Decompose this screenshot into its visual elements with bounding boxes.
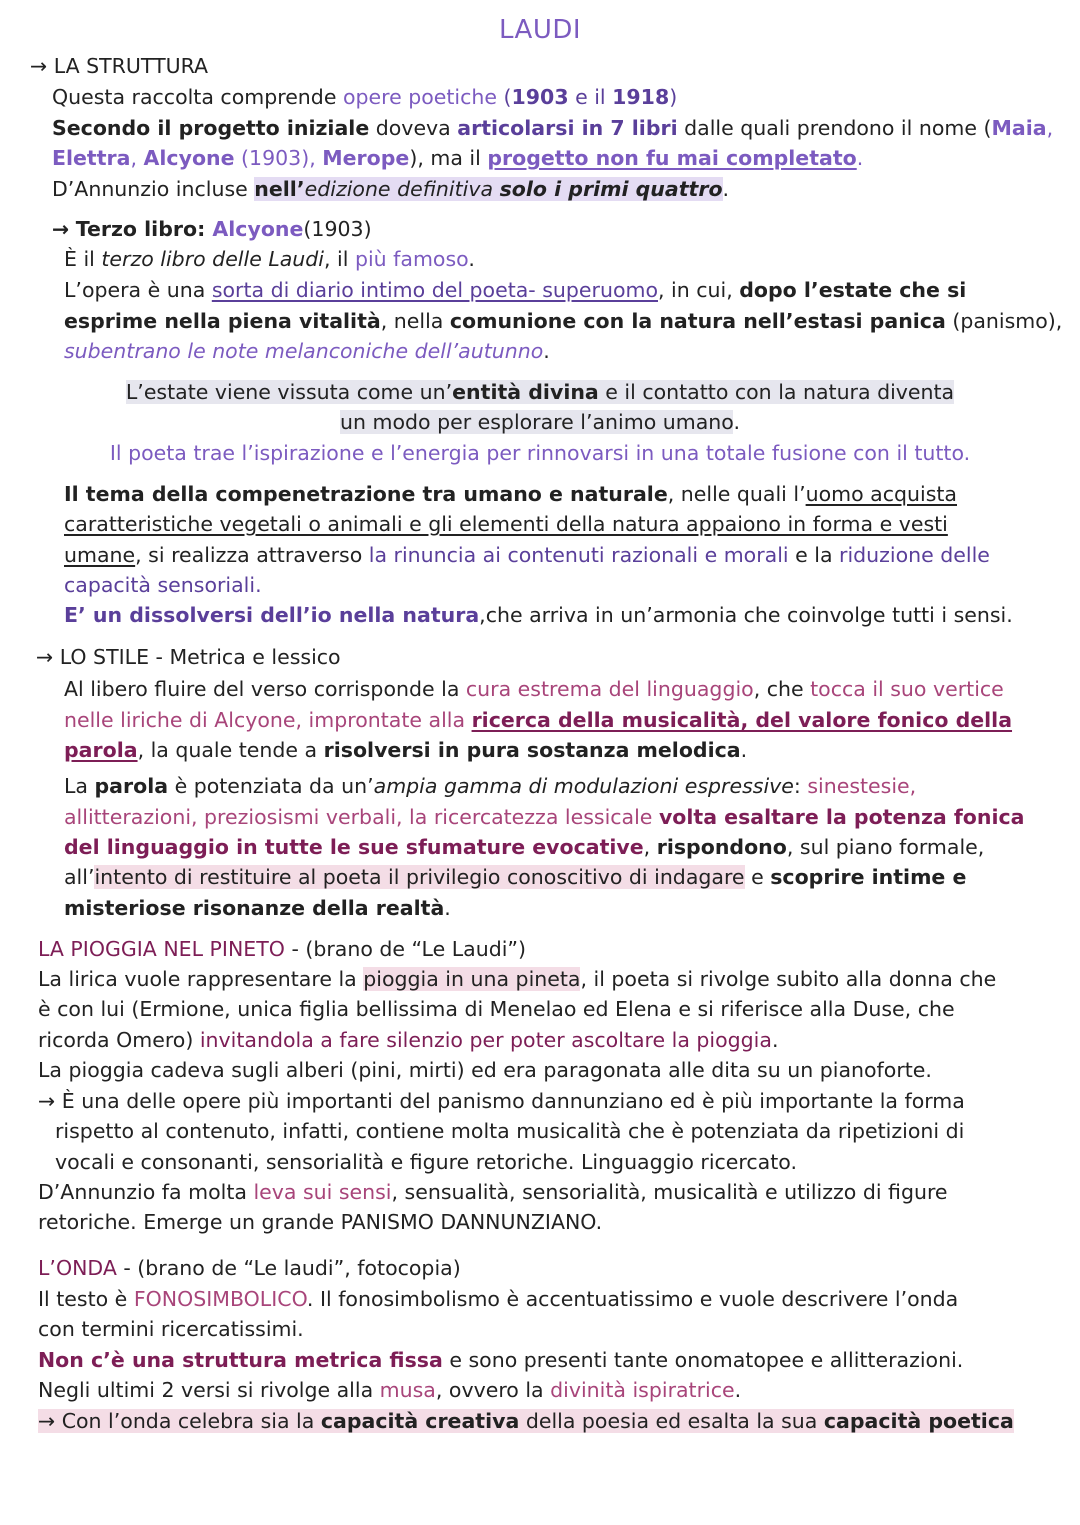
text-run: nell’ <box>254 177 305 201</box>
pioggia-line-5 <box>38 1087 965 1115</box>
terzo-line-2 <box>64 276 966 304</box>
text-run: Merope <box>322 146 410 170</box>
text-run: . <box>733 410 740 434</box>
text-run: , il <box>324 247 355 271</box>
text-run: (1903) <box>303 217 372 241</box>
text-run: . <box>734 1378 742 1402</box>
text-run: misteriose risonanze della realtà <box>64 896 445 920</box>
text-run: progetto non fu mai completato <box>487 146 857 170</box>
pioggia-line-3 <box>38 1026 778 1054</box>
text-run: ricerca della musicalità, del valore fonico della <box>471 708 1013 732</box>
text-run <box>340 410 733 434</box>
pioggia-line-9: retoriche. Emerge un grande PANISMO DANNUNZIANO. <box>38 1210 603 1234</box>
text-run: , si realizza attraverso <box>135 543 369 567</box>
terzo-libro-heading <box>52 215 372 243</box>
text-run: LA PIOGGIA NEL PINETO <box>38 937 285 961</box>
text-run: → Con l’onda celebra sia la <box>38 1409 321 1433</box>
text-run: Il testo è <box>38 1287 134 1311</box>
text-run: uomo acquista <box>805 482 957 506</box>
text-run: L’ONDA <box>38 1256 117 1280</box>
text-run: , nelle quali l’ <box>667 482 806 506</box>
text-run: comunione con la natura nell’estasi panica <box>449 309 946 333</box>
text-run: L’opera è una <box>64 278 212 302</box>
text-run: , la quale tende a <box>137 738 324 762</box>
pioggia-line-6: rispetto al contenuto, infatti, contiene molta musicalità che è potenziata da ripetizioni di <box>55 1119 965 1143</box>
text-run: . <box>468 247 475 271</box>
onda-line-1 <box>38 1285 958 1313</box>
text-run <box>126 380 954 404</box>
text-run: esprime nella piena vitalità <box>64 309 381 333</box>
text-run: , nella <box>380 309 450 333</box>
text-run: 1918 <box>612 85 670 109</box>
text-run: - (brano de “Le laudi”, fotocopia) <box>116 1256 461 1280</box>
text-run: . <box>543 339 550 363</box>
text-run: La lirica vuole rappresentare la <box>38 967 364 991</box>
text-run: rispondono <box>656 835 787 859</box>
text-run: FONOSIMBOLICO <box>133 1287 307 1311</box>
text-run: (1903), <box>234 146 323 170</box>
text-run: risolversi in pura sostanza melodica <box>323 738 741 762</box>
terzo-line-3 <box>64 307 1062 335</box>
arrow-icon: → <box>30 54 48 78</box>
quote-line-3: Il poeta trae l’ispirazione e l’energia per rinnovarsi in una totale fusione con il tutto. <box>109 441 971 465</box>
struttura-heading <box>30 52 208 80</box>
onda-heading <box>38 1254 461 1282</box>
text-run: capacità sensoriali. <box>64 573 262 597</box>
text-run: , in cui, <box>658 278 740 302</box>
text-run: . <box>771 1028 779 1052</box>
text-run: caratteristiche vegetali o animali e gli elementi della natura appaiono in forma e vesti <box>64 512 948 536</box>
struttura-line-2 <box>52 114 1053 142</box>
text-run: nelle liriche di Alcyone, improntate alla <box>64 708 472 732</box>
text-run <box>38 1409 1014 1433</box>
struttura-line-4 <box>52 175 729 203</box>
text-run: D’Annunzio incluse <box>52 177 255 201</box>
text-run: ( <box>497 85 512 109</box>
text-run: , sensualità, sensorialità, musicalità e utilizzo di figure <box>391 1180 948 1204</box>
text-run: allitterazioni, preziosismi verbali, la ricercatezza lessicale <box>64 805 653 829</box>
text-run: , <box>643 835 657 859</box>
text-run: sorta di diario intimo del poeta- superuomo <box>211 278 658 302</box>
text-run: : <box>793 774 808 798</box>
text-run: È il <box>64 247 102 271</box>
page-title: LAUDI <box>498 15 582 45</box>
text-run: L’estate viene vissuta come un’ <box>125 380 453 404</box>
text-run: LO STILE <box>59 645 150 669</box>
text-run: più famoso <box>354 247 469 271</box>
pioggia-line-8 <box>38 1178 948 1206</box>
text-run: (panismo), <box>945 309 1063 333</box>
text-run: Il tema della compenetrazione tra umano e naturale <box>64 482 668 506</box>
text-run: La <box>64 774 95 798</box>
stile-line-3 <box>64 736 747 764</box>
text-run: . Il fonosimbolismo è accentuatissimo e vuole descrivere l’onda <box>306 1287 959 1311</box>
tema-line-2 <box>64 510 948 538</box>
tema-line-3 <box>64 541 990 569</box>
text-run: edizione definitiva <box>304 177 494 201</box>
text-run: solo i primi quattro <box>499 177 723 201</box>
text-run: riduzione delle <box>839 543 990 567</box>
text-run: la rinuncia ai contenuti razionali e morali <box>368 543 789 567</box>
text-run: della poesia ed esalta la sua <box>519 1409 824 1433</box>
pioggia-line-1 <box>38 965 996 993</box>
text-run: cura estrema del linguaggio <box>465 677 754 701</box>
text-run: e la <box>788 543 840 567</box>
text-run: Alcyone <box>212 217 304 241</box>
text-run: intento di restituire al poeta il privilegio conoscitivo di indagare <box>94 865 745 889</box>
stile-line-6 <box>64 833 984 861</box>
text-run: scoprire intime e <box>770 865 967 889</box>
stile-line-4 <box>64 772 916 800</box>
pioggia-line-7: vocali e consonanti, sensorialità e figure retoriche. Linguaggio ricercato. <box>55 1150 797 1174</box>
text-run <box>254 177 722 201</box>
text-run: D’Annunzio fa molta <box>38 1180 254 1204</box>
text-run: - (brano de “Le Laudi”) <box>284 937 527 961</box>
text-run: Secondo il progetto iniziale <box>52 116 370 140</box>
stile-line-7 <box>64 863 966 891</box>
text-run: opere poetiche <box>342 85 498 109</box>
text-run: sinestesie, <box>807 774 917 798</box>
text-run: . <box>856 146 864 170</box>
text-run: subentrano le note melanconiche dell’autunno <box>64 339 544 363</box>
text-run: . <box>722 177 730 201</box>
text-run: entità divina <box>452 380 599 404</box>
text-run: umane <box>64 543 136 567</box>
stile-line-5 <box>64 803 1025 831</box>
text-run: dopo l’estate che si <box>739 278 967 302</box>
text-run: LA STRUTTURA <box>53 54 209 78</box>
stile-line-2 <box>64 706 1012 734</box>
terzo-line-4 <box>64 337 550 365</box>
struttura-line-3 <box>52 144 863 172</box>
text-run: ricorda Omero) <box>38 1028 200 1052</box>
text-run: - Metrica e lessico <box>149 645 341 669</box>
text-run: e <box>744 865 771 889</box>
terzo-line-1 <box>64 245 475 273</box>
text-run: leva sui sensi <box>253 1180 392 1204</box>
text-run: musa <box>379 1378 436 1402</box>
pioggia-line-2: è con lui (Ermione, unica figlia bellissima di Menelao ed Elena e si riferisce alla Duse, che <box>38 997 955 1021</box>
onda-line-5 <box>38 1407 1014 1435</box>
text-run: all’ <box>64 865 95 889</box>
text-run: , ovvero la <box>435 1378 551 1402</box>
text-run: invitandola a fare silenzio per poter ascoltare la pioggia <box>199 1028 772 1052</box>
arrow-icon: → <box>36 645 54 669</box>
arrow-icon: → <box>52 217 70 241</box>
text-run: , <box>130 146 144 170</box>
tema-line-4 <box>64 571 262 599</box>
text-run: un modo per esplorare l’animo umano <box>339 410 734 434</box>
onda-line-3 <box>38 1346 963 1374</box>
text-run: Negli ultimi 2 versi si rivolge alla <box>38 1378 380 1402</box>
text-run: ), ma il <box>409 146 488 170</box>
text-run: È una delle opere più importanti del panismo dannunziano ed è più importante la forma <box>61 1089 965 1113</box>
text-run: 1903 <box>511 85 569 109</box>
stile-heading <box>36 643 341 671</box>
stile-line-1 <box>64 675 1004 703</box>
onda-line-2: con termini ricercatissimi. <box>38 1317 304 1341</box>
text-run: ) <box>669 85 678 109</box>
onda-line-4 <box>38 1376 741 1404</box>
text-run: terzo libro delle Laudi <box>101 247 325 271</box>
pioggia-line-4: La pioggia cadeva sugli alberi (pini, mirti) ed era paragonata alle dita su un pianoforte. <box>38 1058 932 1082</box>
text-run: e il contatto con la natura diventa <box>598 380 955 404</box>
quote-line-1 <box>0 378 1080 406</box>
text-run: e il <box>568 85 613 109</box>
text-run: Non c’è una struttura metrica fissa <box>38 1348 443 1372</box>
text-run: Elettra <box>52 146 131 170</box>
text-run: , che <box>753 677 811 701</box>
text-run: Maia <box>991 116 1047 140</box>
text-run: Questa raccolta comprende <box>52 85 343 109</box>
text-run: Al libero fluire del verso corrisponde la <box>64 677 466 701</box>
text-run: articolarsi in 7 libri <box>457 116 678 140</box>
struttura-line-1 <box>52 83 677 111</box>
text-run: . <box>444 896 451 920</box>
text-run: volta esaltare la potenza fonica <box>658 805 1025 829</box>
text-run: , sul piano formale, <box>786 835 985 859</box>
text-run: Terzo libro: <box>75 217 213 241</box>
text-run: capacità poetica <box>823 1409 1014 1433</box>
text-run: e sono presenti tante onomatopee e allitterazioni. <box>442 1348 964 1372</box>
text-run: , il poeta si rivolge subito alla donna che <box>580 967 997 991</box>
text-run: parola <box>94 774 169 798</box>
text-run: parola <box>64 738 138 762</box>
pioggia-heading <box>38 935 526 963</box>
text-run: pioggia in una pineta <box>363 967 581 991</box>
text-run: ampia gamma di modulazioni espressive <box>373 774 794 798</box>
arrow-icon: → <box>38 1089 56 1113</box>
text-run: tocca il suo vertice <box>810 677 1004 701</box>
quote-line-2 <box>0 408 1080 436</box>
stile-line-8 <box>64 894 451 922</box>
text-run: , <box>1046 116 1054 140</box>
text-run: E’ un dissolversi dell’io nella natura <box>64 603 480 627</box>
text-run: del linguaggio in tutte le sue sfumature evocative <box>64 835 644 859</box>
text-run: divinità ispiratrice <box>550 1378 735 1402</box>
text-run: Alcyone <box>143 146 235 170</box>
text-run: dalle quali prendono il nome ( <box>677 116 992 140</box>
text-run: ,che arriva in un’armonia che coinvolge tutti i sensi. <box>479 603 1013 627</box>
tema-line-5 <box>64 601 1013 629</box>
text-run: è potenziata da un’ <box>168 774 374 798</box>
text-run: doveva <box>369 116 458 140</box>
text-run: . <box>740 738 748 762</box>
text-run: capacità creativa <box>320 1409 520 1433</box>
tema-line-1 <box>64 480 957 508</box>
